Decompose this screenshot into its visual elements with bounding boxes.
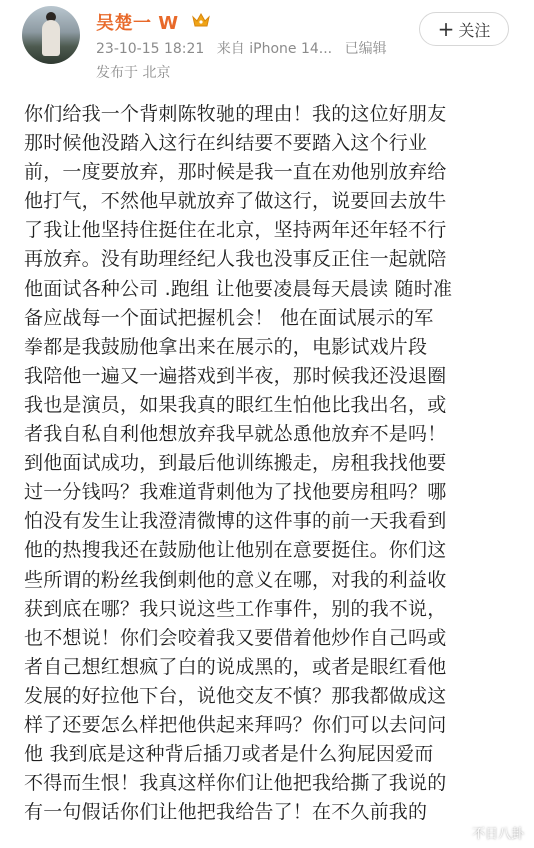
watermark — [452, 823, 524, 842]
post-text-line: 些所谓的粉丝我倒刺他的意义在哪，对我的利益收 — [24, 568, 447, 591]
post-text-line: 他 我到底是这种背后插刀或者是什么狗屁因爱而 — [24, 743, 434, 766]
post-text-line: 再放弃。没有助理经纪人我也没事反正住一起就陪 — [24, 248, 447, 271]
post-text-line: 前，一度要放弃，那时候是我一直在劝他别放弃给 — [24, 161, 447, 184]
post-text-line: 我也是演员，如果我真的眼红生怕他比我出名，或 — [24, 393, 447, 416]
post-text-line: 发展的好拉他下台，说他交友不慎？那我都做成这 — [24, 684, 447, 707]
post-text-line: 样了还要怎么样把他供起来拜吗？你们可以去问问 — [24, 713, 447, 736]
post-text-line: 也不想说！你们会咬着我又要借着他炒作自己吗或 — [24, 626, 447, 649]
post-body — [24, 100, 510, 827]
post-text-line: 我陪他一遍又一遍搭戏到半夜，那时候我还没退圈 — [24, 364, 447, 387]
post-text-line: 他打气，不然他早就放弃了做这行，说要回去放牛 — [24, 190, 447, 213]
post-text-line: 了我让他坚持住挺住在北京，坚持两年还年轻不行 — [24, 219, 447, 242]
post-text-line: 者自己想红想疯了白的说成黑的，或者是眼红看他 — [24, 655, 447, 678]
follow-label: 关注 — [458, 20, 491, 40]
post-text-line: 到他面试成功，到最后他训练搬走，房租我找他要 — [24, 452, 447, 475]
watermark-logo-icon — [452, 825, 468, 841]
post-text-line: 他面试各种公司 .跑组 让他要凌晨每天晨读 随时准 — [24, 277, 453, 300]
watermark-text: 不日八卦 — [471, 827, 524, 842]
edited-label[interactable]: 已编辑 — [344, 41, 387, 57]
post-text-line: 备应战每一个面试把握机会！ 他在面试展示的军 — [24, 306, 434, 329]
post-location: 发布于 北京 — [96, 65, 171, 81]
plus-icon: + — [437, 17, 455, 41]
post-timestamp: 23-10-15 18:21 — [96, 41, 205, 57]
post-text-line: 者我自私自利他想放弃我早就怂恿他放弃不是吗！ — [24, 423, 447, 446]
post-text-line: 过一分钱吗？我难道背刺他为了找他要房租吗？哪 — [24, 481, 447, 504]
crown-icon — [191, 12, 211, 28]
username[interactable]: 吴楚一 W — [96, 13, 179, 34]
post-text-line: 他的热搜我还在鼓励他让他别在意要挺住。你们这 — [24, 539, 447, 562]
post-text-line: 拳都是我鼓励他拿出来在展示的，电影试戏片段 — [24, 335, 428, 358]
post-text-line: 那时候他没踏入这行在纠结要不要踏入这个行业 — [24, 132, 428, 155]
post-meta — [96, 38, 395, 58]
avatar[interactable] — [22, 6, 80, 64]
avatar-figure-body — [42, 20, 60, 56]
post-source: 来自 iPhone 14... — [216, 41, 333, 57]
post-text-line: 获到底在哪？我只说这些工作事件，别的我不说， — [24, 597, 447, 620]
post-text-line: 不得而生恨！我真这样你们让他把我给撕了我说的 — [24, 772, 447, 795]
post-header — [0, 0, 534, 90]
post-text-line: 你们给我一个背刺陈牧驰的理由！我的这位好朋友 — [24, 103, 447, 125]
follow-button[interactable] — [419, 12, 509, 46]
post-text-line: 有一句假话你们让他把我给告了！在不久前我的 — [24, 801, 428, 824]
post-text-line: 怕没有发生让我澄清微博的这件事的前一天我看到 — [24, 510, 447, 533]
